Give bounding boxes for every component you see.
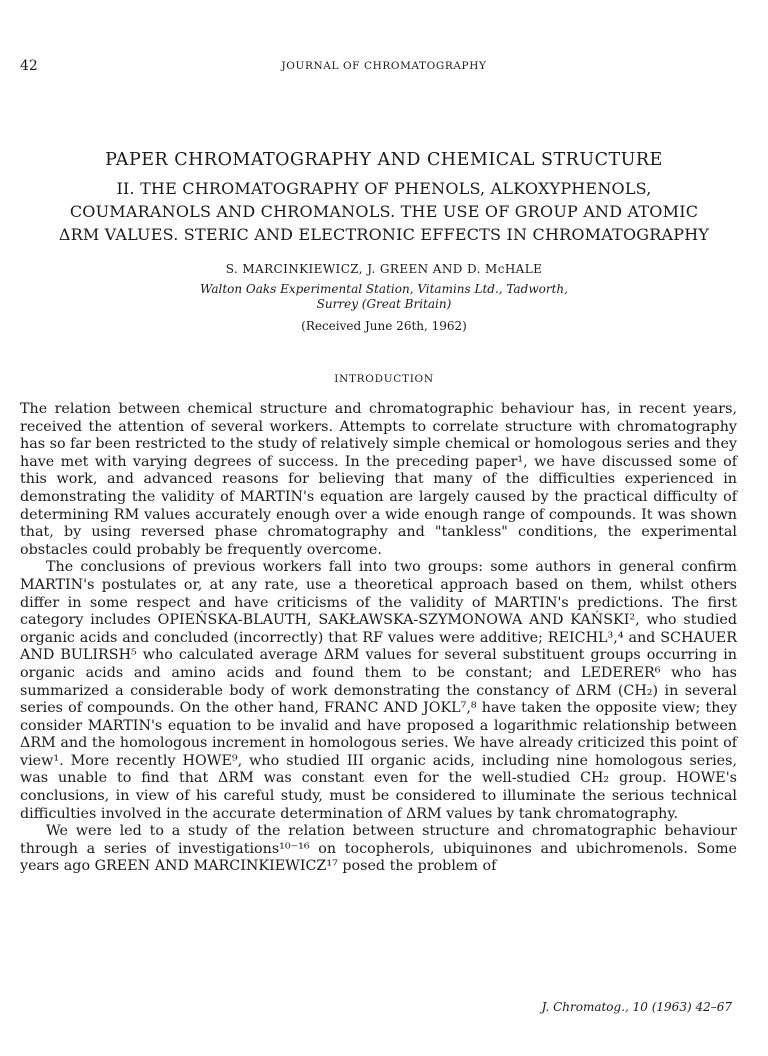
- affiliation-line-1: Walton Oaks Experimental Station, Vitamins Ltd., Tadworth,: [200, 282, 568, 296]
- paragraph-2: The conclusions of previous workers fall into two groups: some authors in general confirm MARTIN's postulates or, at any rate, use a theoretical approach based on them, whilst others differ in some respect and have criticisms of the validity of MARTIN's predictions. The first category includes OPIEŃSKA-BLAUTH, SAKŁAWSKA-SZYMONOWA AND KAŃSKI², who studied organic acids and concluded (incorrectly) that RF values were additive; REICHL³,⁴ and SCHAUER AND BULIRSH⁵ who calculated average ΔRM values for several substituent groups occurring in organic acids and amino acids and found them to be constant; and LEDERER⁶ who has summarized a considerable body of work demonstrating the constancy of ΔRM (CH₂) in several series of compounds. On the other hand, FRANC AND JOKL⁷,⁸ have taken the opposite view; they consider MARTIN's equation to be invalid and have proposed a logarithmic relationship between ΔRM and the homologous increment in homologous series. We have already criticized this point of view¹. More recently HOWE⁹, who studied III organic acids, including nine homologous series, was unable to find that ΔRM was constant even for the well-studied CH₂ group. HOWE's conclusions, in view of his careful study, must be considered to illuminate the serious technical difficulties involved in the accurate determination of ΔRM values by tank chromatography.: [20, 559, 737, 822]
- journal-citation: J. Chromatog., 10 (1963) 42–67: [541, 1000, 732, 1014]
- subtitle-line-3: ΔRM VALUES. STERIC AND ELECTRONIC EFFECTS IN CHROMATOGRAPHY: [58, 225, 710, 244]
- authors: S. MARCINKIEWICZ, J. GREEN AND D. McHALE: [225, 262, 543, 276]
- paper-subtitle: [12, 177, 756, 246]
- paragraph-1: The relation between chemical structure and chromatographic behaviour has, in recent years, received the attention of several workers. Attempts to correlate structure with chromatography has so far been restricted to the study of relatively simple chemical or homologous series and they have met with varying degrees of success. In the preceding paper¹, we have discussed some of this work, and advanced reasons for believing that many of the difficulties experienced in demonstrating the validity of MARTIN's equation are largely caused by the practical difficulty of determining RM values accurately enough over a wide enough range of compounds. It was shown that, by using reversed phase chromatography and "tankless" conditions, the experimental obstacles could probably be frequently overcome.: [20, 401, 737, 558]
- affiliation: [0, 282, 768, 312]
- section-heading: INTRODUCTION: [334, 373, 434, 385]
- body-text: [20, 401, 737, 876]
- title-block: [12, 150, 756, 246]
- subtitle-line-1: II. THE CHROMATOGRAPHY OF PHENOLS, ALKOXYPHENOLS,: [116, 179, 652, 198]
- paper-title: PAPER CHROMATOGRAPHY AND CHEMICAL STRUCTURE: [105, 150, 663, 170]
- received-date: (Received June 26th, 1962): [301, 319, 467, 333]
- running-head: JOURNAL OF CHROMATOGRAPHY: [281, 60, 487, 72]
- paragraph-3: We were led to a study of the relation between structure and chromatographic behaviour through a series of investigations¹⁰⁻¹⁶ on tocopherols, ubiquinones and ubichromenols. Some years ago GREEN AND MARCINKIEWICZ¹⁷ posed the problem of: [20, 823, 737, 875]
- subtitle-line-2: COUMARANOLS AND CHROMANOLS. THE USE OF GROUP AND ATOMIC: [69, 202, 699, 221]
- affiliation-line-2: Surrey (Great Britain): [316, 297, 452, 311]
- page-number: 42: [20, 58, 38, 74]
